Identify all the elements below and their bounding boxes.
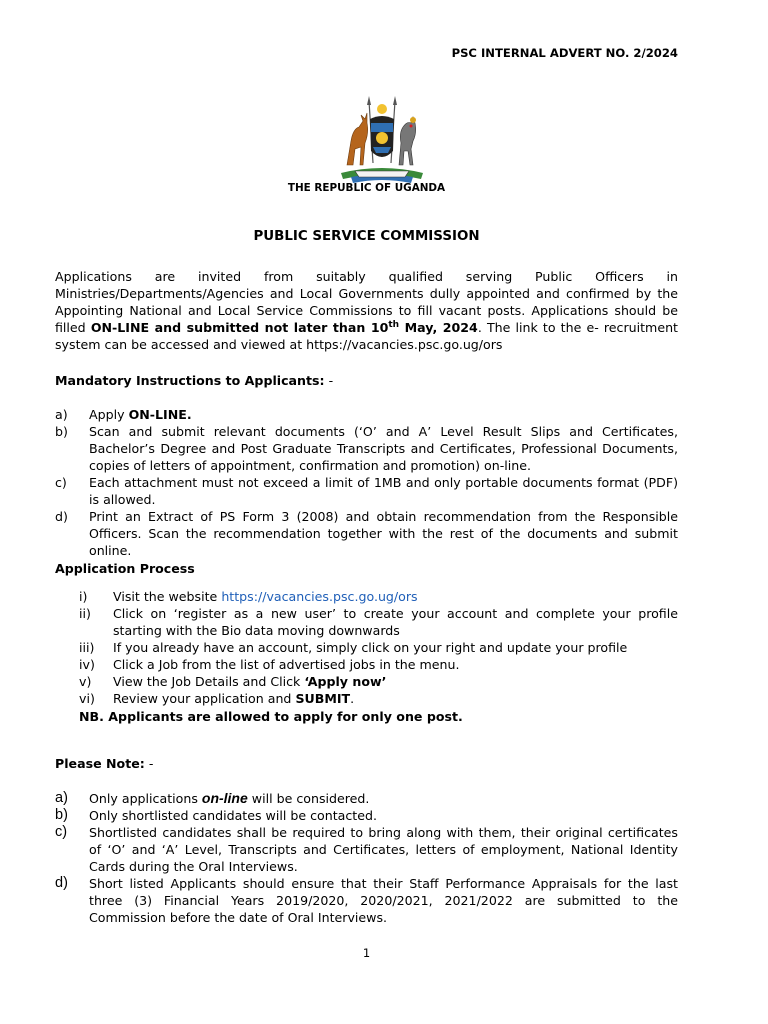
list-item [55,690,678,707]
advert-number: PSC INTERNAL ADVERT NO. 2/2024 [451,46,678,60]
list-item-text: Only shortlisted candidates will be contacted. [89,808,377,823]
intro-deadline: ON-LINE and submitted not later than 10 [90,320,389,335]
intro-paragraph [55,268,678,353]
note-heading [55,755,153,772]
list-item [55,508,678,559]
list-item-text: View the Job Details and Click [113,674,305,689]
list-marker: a) [55,407,68,422]
list-item [55,790,678,807]
nb-note: NB. Applicants are allowed to apply for only one post. [79,709,463,724]
list-item-text: Shortlisted candidates shall be required to bring along with them, their original certificates of ‘O’ and ‘A’ Level, Transcripts and Certificates, letters of employment, National Identity Cards during the Oral Interviews. [89,825,678,874]
list-marker: c) [55,824,68,840]
process-list [55,588,678,707]
list-item-text: Each attachment must not exceed a limit of 1MB and only portable documents format (PDF) is allowed. [89,475,678,507]
list-marker: a) [55,790,68,806]
list-item [55,474,678,508]
list-item-text: Scan and submit relevant documents (‘O’ and A’ Level Result Slips and Certificates, Bachelor’s Degree and Post Graduate Transcripts and Certificates, Professional Documents, copies of letters of appointment, confirmation and promotion) on-line. [89,424,678,473]
list-marker: d) [55,509,68,524]
process-heading: Application Process [55,561,195,576]
republic-name: THE REPUBLIC OF UGANDA [287,182,446,194]
list-item-suffix: . [350,691,355,706]
list-item-text: Short listed Applicants should ensure that their Staff Performance Appraisals for the last three (3) Financial Years 2019/2020, 2020/2021, 2021/2022 are submitted to the Commission before the date of Oral Interviews. [89,876,678,925]
list-item-text: Click on ‘register as a new user’ to create your account and complete your profile starting with the Bio data moving downwards [113,606,678,638]
list-item-text: Review your application and [113,691,296,706]
list-item [55,807,678,824]
list-item-text: Print an Extract of PS Form 3 (2008) and obtain recommendation from the Responsible Officers. Scan the recommendation together with the rest of the documents and submit online. [89,509,678,558]
mandatory-heading-text: Mandatory Instructions to Applicants: [55,373,325,388]
list-marker: i) [79,589,88,604]
note-heading-text: Please Note: [55,756,145,771]
list-item [55,639,678,656]
list-item [55,875,678,926]
list-item [55,588,678,605]
vacancies-link[interactable]: https://vacancies.psc.go.ug/ors [221,589,418,604]
list-item [55,406,678,423]
list-item-emphasis: on-line [201,790,248,806]
list-marker: iv) [79,657,95,672]
list-item [55,656,678,673]
intro-deadline-sup: th [388,319,400,330]
list-marker: b) [55,807,68,823]
mandatory-list [55,406,678,559]
list-item [55,673,678,690]
document-page [55,0,678,1024]
list-marker: d) [55,875,68,891]
list-item-bold: SUBMIT [295,691,351,706]
note-list [55,790,678,926]
list-marker: ii) [79,606,91,621]
list-item-text: Click a Job from the list of advertised jobs in the menu. [113,657,460,672]
list-item [55,423,678,474]
list-item-text: Visit the website [113,589,222,604]
list-item-bold: ‘Apply now’ [304,674,387,689]
list-marker: iii) [79,640,95,655]
list-marker: b) [55,424,68,439]
list-item [55,824,678,875]
list-item-text: If you already have an account, simply click on your right and update your profile [113,640,628,655]
list-item-suffix: will be considered. [247,791,370,806]
list-item-text: Only applications [89,791,202,806]
list-marker: vi) [79,691,95,706]
note-heading-suffix: - [144,756,154,771]
list-item-text: Apply [89,407,129,422]
page-title: PUBLIC SERVICE COMMISSION [253,229,480,244]
intro-deadline-date: May, 2024 [399,320,478,335]
uganda-coat-of-arms-icon [333,93,431,185]
intro-text: Applications are invited from suitably qualified serving Public Officers in Ministries/Departments/Agencies and Local Governments dully appointed and confirmed by the Appointing National and Local Service Commissions to fill vacant posts. Applications should be filled [55,269,678,335]
mandatory-heading-suffix: - [324,373,334,388]
list-marker: v) [79,674,92,689]
page-number: 1 [362,946,371,960]
list-marker: c) [55,475,67,490]
intro-link-text: . The link to the e- recruitment system can be accessed and viewed at https://vacancies.psc.go.ug/ors [55,320,678,352]
mandatory-heading [55,372,333,389]
list-item [55,605,678,639]
list-item-bold: ON-LINE. [128,407,192,422]
